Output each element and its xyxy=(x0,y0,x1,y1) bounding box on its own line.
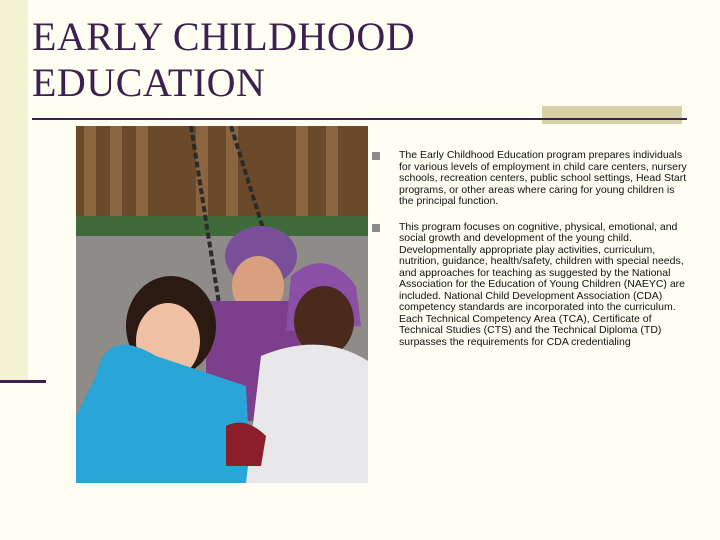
bullet-text: This program focuses on cognitive, physical, emotional, and social growth and development of the young child. Developmentally appropriate play activities, curriculum, nutrition, guidance, health/safety, children with special needs, and approaches for teaching as suggested by the National Association for the Education of Young Children (NAEYC) are included. National Child Development Association (CDA) competency standards are incorporated into the curriculum. Each Technical Competency Area (TCA), Certificate of Technical Studies (CTS) and the Technical Diploma (TD) surpasses the requirements for CDA credentialing xyxy=(399,220,685,348)
title-line-1: EARLY CHILDHOOD xyxy=(32,14,416,59)
title-line-2: EDUCATION xyxy=(32,60,266,105)
left-decor-line xyxy=(0,380,46,383)
list-item xyxy=(372,222,690,349)
children-photo xyxy=(76,126,368,483)
accent-box xyxy=(542,106,682,124)
list-item xyxy=(372,150,690,208)
bullet-list xyxy=(372,150,690,362)
bullet-square-icon xyxy=(372,152,380,160)
slide-title xyxy=(32,14,592,106)
left-decor-band xyxy=(0,0,28,382)
title-underline xyxy=(32,118,687,120)
bullet-text: The Early Childhood Education program prepares individuals for various levels of employment in child care centers, nursery schools, recreation centers, public school settings, Head Start programs, or other areas where caring for young children is the principal function. xyxy=(399,149,687,207)
bullet-square-icon xyxy=(372,224,380,232)
